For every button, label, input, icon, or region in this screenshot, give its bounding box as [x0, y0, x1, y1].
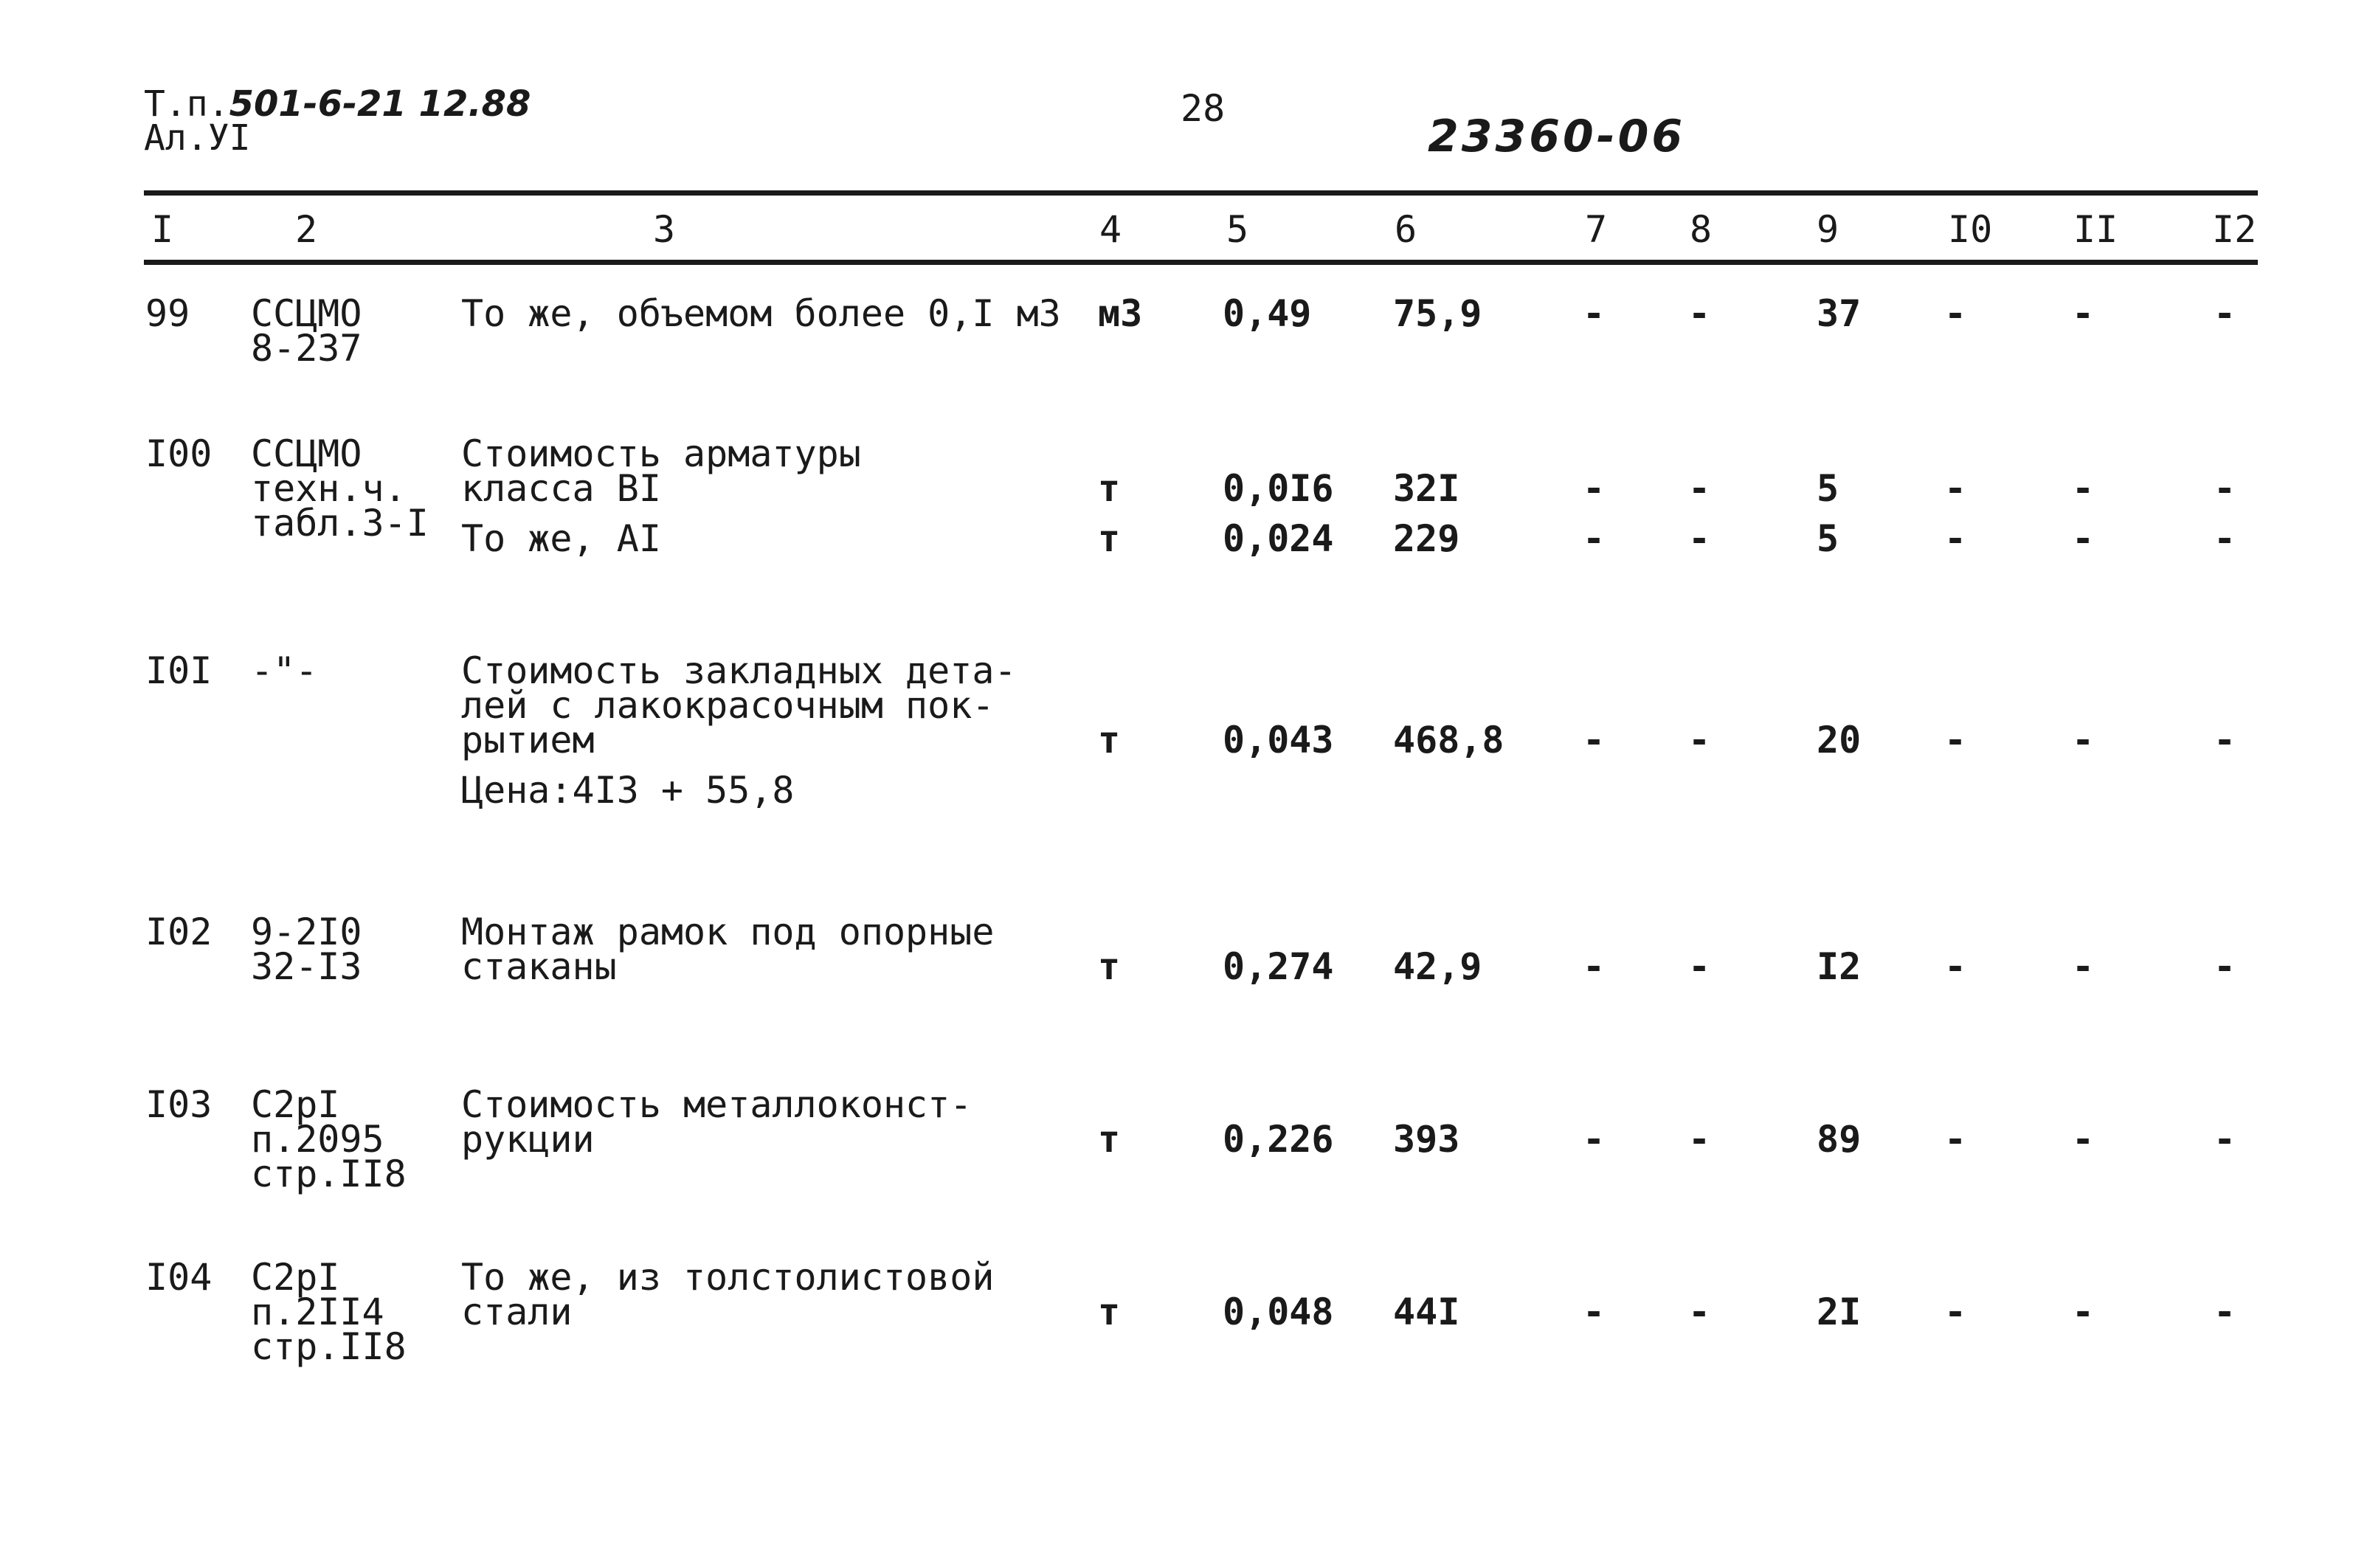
row-col-12: - — [2214, 719, 2236, 761]
column-header-7: 7 — [1585, 208, 1608, 251]
row-description-line: Стоимость арматуры — [461, 432, 861, 475]
row-quantity: 0,048 — [1223, 1291, 1334, 1333]
row-code-line: п.2II4 — [251, 1291, 384, 1333]
row-description-line: Стоимость закладных дета- — [461, 649, 1017, 692]
header-top-rule — [144, 190, 2258, 196]
row-col-9: 37 — [1817, 292, 1862, 335]
row-col-10: - — [1944, 1291, 1967, 1333]
row-col-7: - — [1583, 1291, 1606, 1333]
row-unit: т — [1098, 945, 1121, 988]
row-code-line: техн.ч. — [251, 467, 407, 510]
row-col-11: - — [2072, 1291, 2095, 1333]
row-quantity: 0,226 — [1223, 1118, 1334, 1161]
row-number: I02 — [145, 911, 213, 953]
row-unit-price: 42,9 — [1393, 945, 1482, 988]
row-col-7: - — [1583, 467, 1606, 510]
row-unit-price: 32I — [1393, 467, 1460, 510]
row-col-10: - — [1944, 1118, 1967, 1161]
row-code-line: С2рI — [251, 1256, 340, 1299]
row-col-7: - — [1583, 292, 1606, 335]
page-number: 28 — [1181, 87, 1226, 130]
doc-number-line — [144, 83, 531, 125]
row-col-10: - — [1944, 945, 1967, 988]
row-description-line: Монтаж рамок под опорные — [461, 911, 995, 953]
row-unit: т — [1098, 719, 1121, 761]
column-header-3: 3 — [653, 208, 676, 251]
row-unit-price: 468,8 — [1393, 719, 1504, 761]
row-unit: т — [1098, 1118, 1121, 1161]
row-col-10: - — [1944, 292, 1967, 335]
row-unit-price: 393 — [1393, 1118, 1460, 1161]
column-header-2: 2 — [295, 208, 318, 251]
album-label: Ал.УI — [144, 117, 251, 159]
row-description-line: То же, из толстолистовой — [461, 1256, 995, 1299]
column-header-8: 8 — [1690, 208, 1713, 251]
row-col-12: - — [2214, 467, 2236, 510]
row-description-line: рытием — [461, 719, 595, 761]
column-header-6: 6 — [1395, 208, 1417, 251]
row-code-line: стр.II8 — [251, 1153, 407, 1195]
row-unit: м3 — [1098, 292, 1143, 335]
row-col-12: - — [2214, 1118, 2236, 1161]
row-description-line: лей с лакокрасочным пок- — [461, 684, 995, 727]
row-col-8: - — [1688, 467, 1711, 510]
doc-header — [144, 83, 531, 159]
row-col-9: I2 — [1817, 945, 1862, 988]
row-col-8: - — [1688, 517, 1711, 560]
row-col-12: - — [2214, 945, 2236, 988]
row-unit-price: 44I — [1393, 1291, 1460, 1333]
column-header-1: I — [151, 208, 174, 251]
row-col-11: - — [2072, 517, 2095, 560]
row-col-7: - — [1583, 945, 1606, 988]
row-description-line: стали — [461, 1291, 573, 1333]
row-unit-price: 75,9 — [1393, 292, 1482, 335]
row-col-12: - — [2214, 1291, 2236, 1333]
row-col-10: - — [1944, 467, 1967, 510]
header-bottom-rule — [144, 260, 2258, 265]
row-description-line: стаканы — [461, 945, 617, 988]
row-quantity: 0,49 — [1223, 292, 1312, 335]
doc-number-handwritten: 501-6-21 12.88 — [229, 83, 531, 125]
row-unit: т — [1098, 1291, 1121, 1333]
row-code-line: табл.3-I — [251, 502, 429, 545]
row-unit-price: 229 — [1393, 517, 1460, 560]
row-description-line: Стоимость металлоконст- — [461, 1083, 972, 1126]
row-col-9: 89 — [1817, 1118, 1862, 1161]
handwritten-stamp: 23360-06 — [1428, 111, 1686, 162]
row-code-line: п.2095 — [251, 1118, 384, 1161]
row-code-line: стр.II8 — [251, 1325, 407, 1368]
row-number: I04 — [145, 1256, 213, 1299]
row-quantity: 0,024 — [1223, 517, 1334, 560]
row-code-line: 8-237 — [251, 327, 362, 370]
row-col-8: - — [1688, 292, 1711, 335]
row-description-line: Цена:4I3 + 55,8 — [461, 769, 795, 812]
row-col-11: - — [2072, 292, 2095, 335]
row-col-8: - — [1688, 1118, 1711, 1161]
row-code-line: 32-I3 — [251, 945, 362, 988]
row-col-7: - — [1583, 719, 1606, 761]
row-number: I00 — [145, 432, 213, 475]
column-header-11: II — [2073, 208, 2118, 251]
row-number: I03 — [145, 1083, 213, 1126]
row-col-9: 5 — [1817, 517, 1839, 560]
row-unit: т — [1098, 467, 1121, 510]
row-col-7: - — [1583, 1118, 1606, 1161]
column-header-5: 5 — [1226, 208, 1249, 251]
row-description-line: То же, объемом более 0,I м3 — [461, 292, 1061, 335]
row-col-8: - — [1688, 945, 1711, 988]
row-number: 99 — [145, 292, 190, 335]
column-header-12: I2 — [2212, 208, 2257, 251]
row-unit: т — [1098, 517, 1121, 560]
row-description-line: То же, AI — [461, 517, 661, 560]
doc-prefix: Т.п. — [144, 83, 229, 125]
row-col-11: - — [2072, 719, 2095, 761]
row-col-9: 5 — [1817, 467, 1839, 510]
row-code-line: -"- — [251, 649, 318, 692]
row-code-line: ССЦМО — [251, 432, 362, 475]
row-code-line: ССЦМО — [251, 292, 362, 335]
row-quantity: 0,043 — [1223, 719, 1334, 761]
row-col-11: - — [2072, 945, 2095, 988]
row-col-10: - — [1944, 517, 1967, 560]
row-col-9: 20 — [1817, 719, 1862, 761]
row-quantity: 0,274 — [1223, 945, 1334, 988]
row-col-10: - — [1944, 719, 1967, 761]
row-quantity: 0,0I6 — [1223, 467, 1334, 510]
row-code-line: С2рI — [251, 1083, 340, 1126]
row-col-11: - — [2072, 1118, 2095, 1161]
row-col-12: - — [2214, 292, 2236, 335]
row-col-11: - — [2072, 467, 2095, 510]
column-header-9: 9 — [1817, 208, 1839, 251]
column-header-10: I0 — [1948, 208, 1993, 251]
row-col-8: - — [1688, 1291, 1711, 1333]
row-code-line: 9-2I0 — [251, 911, 362, 953]
row-description-line: рукции — [461, 1118, 595, 1161]
row-col-7: - — [1583, 517, 1606, 560]
column-header-4: 4 — [1099, 208, 1122, 251]
row-description-line: класса BI — [461, 467, 661, 510]
row-number: I0I — [145, 649, 213, 692]
row-col-8: - — [1688, 719, 1711, 761]
row-col-9: 2I — [1817, 1291, 1862, 1333]
row-col-12: - — [2214, 517, 2236, 560]
